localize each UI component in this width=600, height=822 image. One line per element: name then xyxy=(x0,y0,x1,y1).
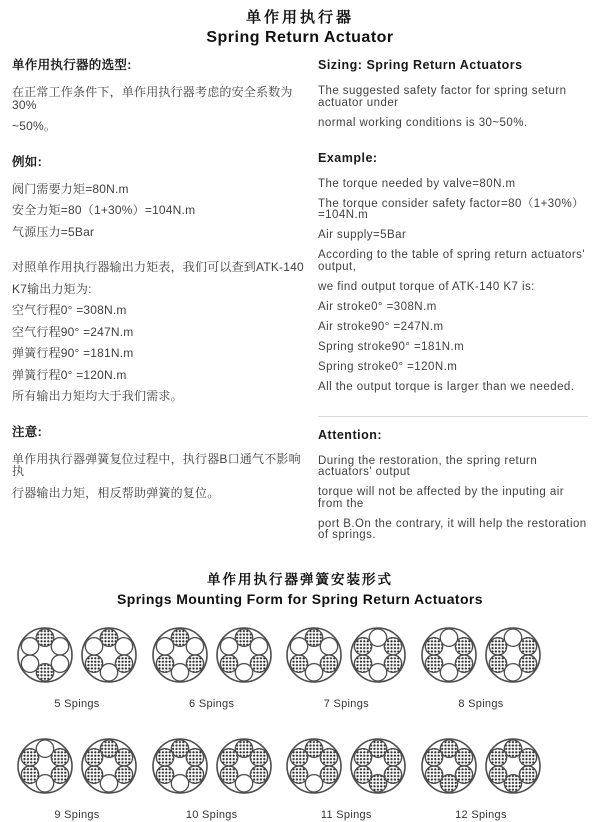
empty-spring-slot-icon xyxy=(220,638,237,655)
spring-installed-icon xyxy=(321,749,338,766)
paragraph-heading: Attention: xyxy=(318,427,383,442)
content-columns xyxy=(0,59,600,550)
text-line: Spring stroke0° =120N.m xyxy=(318,360,458,373)
spring-count-label: 8 Spings xyxy=(458,698,504,710)
actuator-end-cap-diagram xyxy=(215,626,273,684)
spring-installed-icon xyxy=(21,766,38,783)
spring-installed-icon xyxy=(85,655,102,672)
actuator-end-cap-diagram xyxy=(349,737,407,795)
diagram-row xyxy=(0,737,600,822)
spring-mounting-group xyxy=(420,737,542,822)
actuator-end-cap-diagram xyxy=(420,626,478,684)
actuator-end-cap-diagram xyxy=(349,626,407,684)
actuator-end-caps xyxy=(151,626,273,684)
empty-spring-slot-icon xyxy=(21,655,38,672)
spring-mounting-group xyxy=(151,737,273,822)
spring-count-label: 5 Spings xyxy=(54,698,100,710)
diagram-row xyxy=(0,626,600,711)
spring-mounting-group xyxy=(16,626,138,711)
spring-mounting-group xyxy=(285,737,407,822)
spring-installed-icon xyxy=(385,638,402,655)
spring-installed-icon xyxy=(489,638,506,655)
spring-installed-icon xyxy=(489,749,506,766)
empty-spring-slot-icon xyxy=(186,638,203,655)
empty-spring-slot-icon xyxy=(250,638,267,655)
spring-installed-icon xyxy=(455,638,472,655)
text-line: Air stroke90° =247N.m xyxy=(318,320,444,333)
actuator-end-caps xyxy=(285,737,407,795)
text-line: Spring stroke90° =181N.m xyxy=(318,340,465,353)
spring-installed-icon xyxy=(250,749,267,766)
spring-installed-icon xyxy=(355,655,372,672)
spring-installed-icon xyxy=(21,749,38,766)
spring-installed-icon xyxy=(156,655,173,672)
spring-mounting-group xyxy=(420,626,542,711)
paragraph-gap xyxy=(318,138,588,152)
text-line: K7输出力矩为: xyxy=(12,281,92,296)
spring-installed-icon xyxy=(355,749,372,766)
spring-installed-icon xyxy=(51,749,68,766)
spring-mounting-group xyxy=(285,626,407,711)
actuator-end-caps xyxy=(151,737,273,795)
spring-installed-icon xyxy=(186,749,203,766)
spring-count-label: 6 Spings xyxy=(189,698,235,710)
actuator-end-cap-diagram xyxy=(151,737,209,795)
text-line: port B.On the contrary, it will help the restoration of springs. xyxy=(318,517,587,541)
empty-spring-slot-icon xyxy=(291,638,308,655)
spring-installed-icon xyxy=(355,638,372,655)
spring-count-label: 7 Spings xyxy=(323,698,369,710)
spring-count-label: 10 Spings xyxy=(185,809,238,821)
paragraph-heading: 注意: xyxy=(12,424,43,439)
paragraph-heading: 例如: xyxy=(12,154,43,169)
text-line: All the output torque is larger than we needed. xyxy=(318,380,575,393)
paragraph-heading: 单作用执行器的选型: xyxy=(12,58,132,72)
spring-installed-icon xyxy=(291,655,308,672)
spring-installed-icon xyxy=(220,655,237,672)
text-line: The torque needed by valve=80N.m xyxy=(318,177,516,190)
text-line: 在正常工作条件下，单作用执行器考虑的安全系数为30% xyxy=(12,85,293,112)
spring-mounting-group xyxy=(16,737,138,822)
spring-installed-icon xyxy=(291,766,308,783)
column-chinese xyxy=(12,59,308,550)
spring-installed-icon xyxy=(519,749,536,766)
text-line: According to the table of spring return actuators' output, xyxy=(318,249,585,273)
spring-installed-icon xyxy=(385,749,402,766)
text-line: normal working conditions is 30~50%. xyxy=(318,116,528,129)
empty-spring-slot-icon xyxy=(156,638,173,655)
page-header xyxy=(0,0,600,47)
section-title-en: Springs Mounting Form for Spring Return Actuators xyxy=(117,591,483,607)
actuator-end-cap-diagram xyxy=(16,737,74,795)
section-heading xyxy=(0,572,600,608)
actuator-end-cap-diagram xyxy=(16,626,74,684)
text-line: Air supply=5Bar xyxy=(318,229,407,241)
paragraph-gap xyxy=(12,247,308,261)
actuator-end-cap-diagram xyxy=(151,626,209,684)
actuator-end-cap-diagram xyxy=(484,737,542,795)
text-line: Air stroke0° =308N.m xyxy=(318,300,437,313)
page-title-en: Spring Return Actuator xyxy=(206,29,394,46)
springs-mounting-diagram xyxy=(0,626,600,822)
spring-installed-icon xyxy=(156,766,173,783)
spring-installed-icon xyxy=(156,749,173,766)
text-line: 所有输出力矩均大于我们需求。 xyxy=(12,389,183,403)
text-line: 空气行程0° =308N.m xyxy=(12,303,127,317)
spring-installed-icon xyxy=(489,655,506,672)
spring-installed-icon xyxy=(220,749,237,766)
paragraph-gap xyxy=(318,402,588,416)
spring-installed-icon xyxy=(355,766,372,783)
spring-count-label: 9 Spings xyxy=(54,809,100,821)
text-line: The torque consider safety factor=80（1+30%）=104N.m xyxy=(318,197,585,221)
actuator-end-cap-diagram xyxy=(80,626,138,684)
text-line: The suggested safety factor for spring seturn actuator under xyxy=(318,85,567,109)
text-line: 行器输出力矩，相反帮助弹簧的复位。 xyxy=(12,485,220,500)
spring-count-label: 11 Spings xyxy=(320,809,372,821)
text-line: torque will not be affected by the inputing air from the xyxy=(318,486,564,510)
empty-spring-slot-icon xyxy=(115,638,132,655)
text-line: ~50%。 xyxy=(12,119,57,133)
empty-spring-slot-icon xyxy=(51,638,68,655)
paragraph-heading: Sizing: Spring Return Actuators xyxy=(318,58,523,72)
empty-spring-slot-icon xyxy=(21,638,38,655)
paragraph-heading: Example: xyxy=(318,150,378,165)
paragraph-gap xyxy=(12,412,308,426)
actuator-end-cap-diagram xyxy=(215,737,273,795)
text-line: 气源压力=5Bar xyxy=(12,224,95,239)
text-line: 弹簧行程0° =120N.m xyxy=(12,367,127,382)
spring-installed-icon xyxy=(425,766,442,783)
empty-spring-slot-icon xyxy=(321,638,338,655)
text-line: 弹簧行程90° =181N.m xyxy=(12,346,134,360)
actuator-end-cap-diagram xyxy=(285,626,343,684)
column-english xyxy=(308,59,588,550)
spring-installed-icon xyxy=(489,766,506,783)
actuator-end-cap-diagram xyxy=(80,737,138,795)
spring-installed-icon xyxy=(85,749,102,766)
actuator-end-cap-diagram xyxy=(420,737,478,795)
actuator-end-cap-diagram xyxy=(484,626,542,684)
actuator-end-caps xyxy=(16,626,138,684)
actuator-end-caps xyxy=(16,737,138,795)
spring-installed-icon xyxy=(115,749,132,766)
actuator-end-caps xyxy=(420,737,542,795)
spring-installed-icon xyxy=(425,638,442,655)
text-line: 空气行程90° =247N.m xyxy=(12,324,134,339)
spring-installed-icon xyxy=(220,766,237,783)
spring-installed-icon xyxy=(425,749,442,766)
actuator-end-cap-diagram xyxy=(285,737,343,795)
spring-installed-icon xyxy=(425,655,442,672)
empty-spring-slot-icon xyxy=(85,638,102,655)
paragraph-gap xyxy=(12,142,308,156)
spring-installed-icon xyxy=(519,638,536,655)
text-line: During the restoration, the spring return actuators' output xyxy=(318,454,538,478)
spring-count-label: 12 Spings xyxy=(455,809,507,821)
divider-rule xyxy=(318,416,588,417)
text-line: 阀门需要力矩=80N.m xyxy=(12,181,129,196)
spring-installed-icon xyxy=(85,766,102,783)
page-title-zh: 单作用执行器 xyxy=(245,9,354,26)
actuator-end-caps xyxy=(420,626,542,684)
text-line: 安全力矩=80（1+30%）=104N.m xyxy=(12,203,196,217)
actuator-end-caps xyxy=(285,626,407,684)
section-title-zh: 单作用执行器弹簧安装形式 xyxy=(207,572,393,587)
text-line: we find output torque of ATK-140 K7 is: xyxy=(318,280,535,293)
text-line: 对照单作用执行器输出力矩表，我们可以查到ATK-140 xyxy=(12,260,304,274)
spring-installed-icon xyxy=(455,749,472,766)
text-line: 单作用执行器弹簧复位过程中，执行器B口通气不影响执 xyxy=(12,451,301,478)
spring-mounting-group xyxy=(151,626,273,711)
spring-installed-icon xyxy=(291,749,308,766)
